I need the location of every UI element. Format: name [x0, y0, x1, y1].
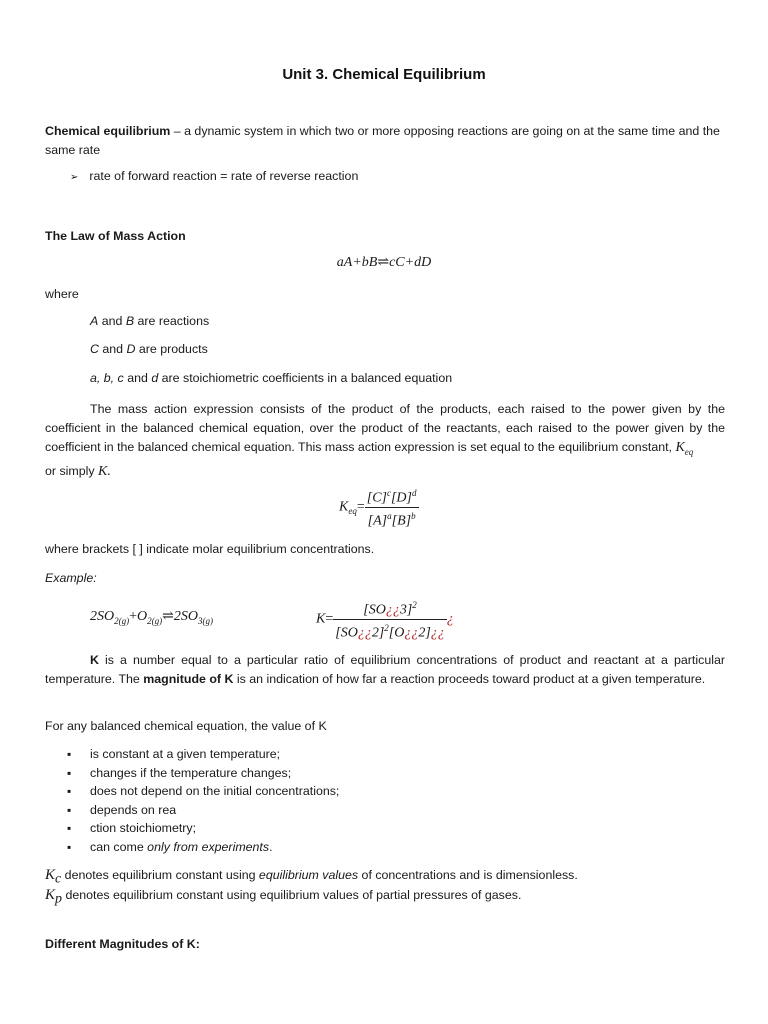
definition-line-reactants: A and B are reactions: [90, 314, 210, 328]
example-reaction: $2SO_{2(g)}+O_{2(g)}\rightleftharpoons 2SO_{3(g)}$: [90, 609, 214, 626]
reaction-equation: aA+bB⇌cC+dD: [336, 255, 432, 270]
definition-bullet-text: rate of forward reaction = rate of reverse reaction: [89, 169, 359, 183]
k-magnitude-paragraph: K is a number equal to a particular ratio of equilibrium concentrations of product and reactant at a particular temperature. The magnitude of K is an indication of how far a reaction proceeds toward product at a given temperature.: [45, 653, 725, 686]
kc-line: $K_c$ denotes equilibrium constant using equilibrium values of concentrations and is dimensionless.: [45, 867, 578, 887]
mass-action-paragraph: The mass action expression consists of the product of the products, each raised to the power given by the coefficient in the balanced chemical equation, over the product of the reactants, each raised to the power given by the coefficient in the balanced chemical equation. This mass action expression is set equal to the equilibrium constant, $K_{eq}$ or simply K.: [45, 402, 725, 479]
page-title: Unit 3. Chemical Equilibrium: [282, 66, 486, 83]
list-item: ▪ depends on rea: [45, 801, 725, 820]
kp-line: $K_p$ denotes equilibrium constant using equilibrium values of partial pressures of gases.: [45, 887, 522, 907]
list-item: ▪ does not depend on the initial concentrations;: [45, 782, 725, 801]
law-heading: The Law of Mass Action: [45, 229, 186, 243]
where-label: where: [45, 287, 79, 301]
keq-formula: $K_{eq}=$ $\frac{[C]^c[D]^d}{[A]^a[B]^b}$: [339, 485, 419, 529]
arrow-bullet-icon: ➢: [70, 172, 79, 183]
definition-term: Chemical equilibrium: [45, 124, 171, 138]
definition-line-coefficients: a, b, c and d are stoichiometric coefficients in a balanced equation: [90, 371, 453, 385]
list-item: ▪ changes if the temperature changes;: [45, 764, 725, 783]
magnitudes-heading: Different Magnitudes of K:: [45, 937, 200, 951]
value-list: [45, 745, 725, 857]
k-symbol: K.: [98, 463, 111, 479]
definition-line-products: C and D are products: [90, 342, 208, 356]
definition-bullet: [70, 169, 358, 183]
definition-text: – a dynamic system in which two or more opposing reactions are going on at the same time and the same rate: [45, 124, 720, 157]
brackets-note: where brackets [ ] indicate molar equilibrium concentrations.: [45, 542, 375, 556]
list-item: ▪ is constant at a given temperature;: [45, 745, 725, 764]
list-item: ▪ ction stoichiometry;: [45, 819, 725, 838]
value-intro: For any balanced chemical equation, the value of K: [45, 719, 327, 733]
definition-paragraph: [45, 122, 725, 160]
list-item: ▪ can come only from experiments.: [45, 838, 725, 857]
example-k-formula: K= $\frac{[SO¿¿3]^2}{[SO¿¿2]^2[O¿¿2]¿¿}$ ¿: [316, 597, 454, 641]
keq-symbol: $K_{eq}$: [675, 440, 694, 457]
example-label: Example:: [45, 571, 97, 585]
